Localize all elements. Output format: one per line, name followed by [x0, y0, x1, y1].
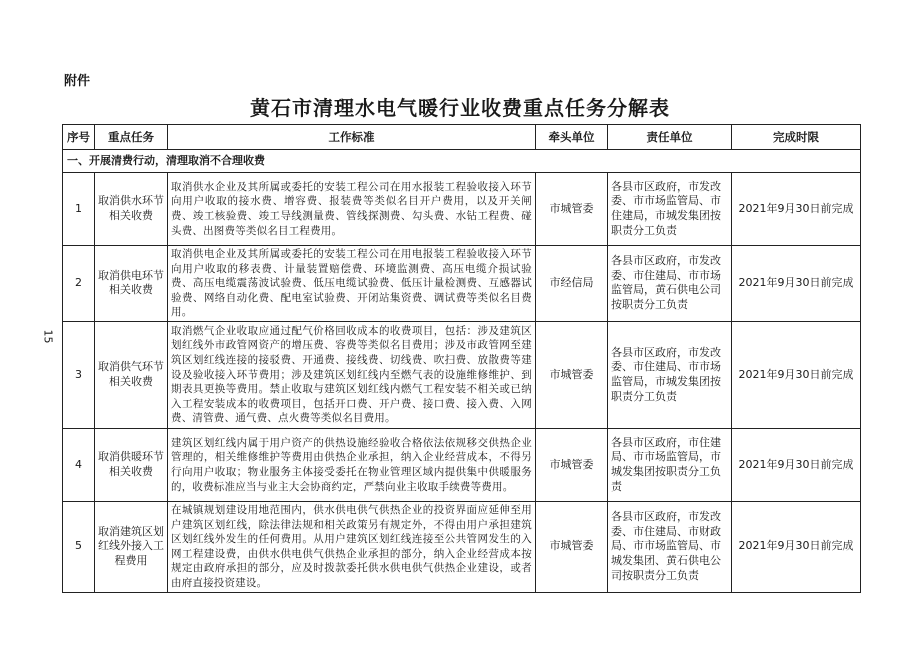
row-lead: 市城管委: [536, 173, 608, 246]
row-deadline: 2021年9月30日前完成: [732, 501, 861, 592]
header-row: [63, 125, 861, 150]
task-table: [62, 124, 861, 593]
row-task: 取消供暖环节相关收费: [95, 428, 168, 501]
row-task: 取消供水环节相关收费: [95, 173, 168, 246]
row-no: 3: [63, 321, 95, 428]
row-lead: 市城管委: [536, 321, 608, 428]
row-no: 1: [63, 173, 95, 246]
row-task: 取消建筑区划红线外接入工程费用: [95, 501, 168, 592]
table-row: [63, 501, 861, 592]
row-no: 2: [63, 246, 95, 322]
row-deadline: 2021年9月30日前完成: [732, 246, 861, 322]
header-deadline: 完成时限: [732, 125, 861, 150]
row-no: 5: [63, 501, 95, 592]
document-title: 黄石市清理水电气暖行业收费重点任务分解表: [250, 96, 670, 120]
row-responsible: 各县市区政府，市住建局、市市场监管局，市城发集团按职责分工负责: [608, 428, 732, 501]
section-row: [63, 150, 861, 173]
row-deadline: 2021年9月30日前完成: [732, 173, 861, 246]
row-responsible: 各县市区政府，市发改委、市住建局、市市场监管局，黄石供电公司按职责分工负责: [608, 246, 732, 322]
header-standard: 工作标准: [168, 125, 536, 150]
header-responsible: 责任单位: [608, 125, 732, 150]
row-standard: 取消燃气企业收取应通过配气价格回收成本的收费项目，包括：涉及建筑区划红线外市政管网资产的增压费、容费等类似名目费用；涉及市政管网至建筑区划红线连接的接驳费、开通费、接线费、切线费、吹扫费、放散费等建设及验收接入环节费用；涉及建筑区划红线内至燃气表的设施维修维护、到期表具更换等费用。禁止收取与建筑区划红线内燃气工程安装不相关或已纳入工程安装成本的收费项目，包括开口费、开户费、接口费、接入费、入网费、清管费、通气费、点火费等类似名目费用。: [168, 321, 536, 428]
row-responsible: 各县市区政府，市发改委、市市场监管局、市住建局，市城发集团按职责分工负责: [608, 173, 732, 246]
header-task: 重点任务: [95, 125, 168, 150]
row-standard: 取消供电企业及其所属或委托的安装工程公司在用电报装工程验收接入环节向用户收取的移表费、计量装置赔偿费、环境监测费、高压电缆介损试验费、高压电缆震荡波试验费、低压电缆试验费、低压计量检测费、互感器试验费、网络自动化费、配电室试验费、开闭站集资费、调试费等类似名目费用。: [168, 246, 536, 322]
table-row: [63, 173, 861, 246]
row-responsible: 各县市区政府，市发改委、市住建局、市财政局、市市场监管局、市城发集团、黄石供电公司按职责分工负责: [608, 501, 732, 592]
header-no: 序号: [63, 125, 95, 150]
header-lead: 牵头单位: [536, 125, 608, 150]
row-standard: 取消供水企业及其所属或委托的安装工程公司在用水报装工程验收接入环节向用户收取的接水费、增容费、报装费等类似名目开户费用，以及开关闸费、竣工核验费、竣工导线测量费、管线探测费、勾头费、水钻工程费、碰头费、出图费等类似名目工程费用。: [168, 173, 536, 246]
table-row: [63, 428, 861, 501]
row-deadline: 2021年9月30日前完成: [732, 428, 861, 501]
row-task: 取消供气环节相关收费: [95, 321, 168, 428]
row-standard: 建筑区划红线内属于用户资产的供热设施经验收合格依法依规移交供热企业管理的，相关维修维护等费用由供热企业承担，纳入企业经营成本，不得另行向用户收取；物业服务主体接受委托在物业管理区域内提供集中供暖服务的，收费标准应当与业主大会协商约定，严禁向业主收取手续费等费用。: [168, 428, 536, 501]
row-task: 取消供电环节相关收费: [95, 246, 168, 322]
row-deadline: 2021年9月30日前完成: [732, 321, 861, 428]
row-responsible: 各县市区政府，市发改委、市住建局、市市场监管局，市城发集团按职责分工负责: [608, 321, 732, 428]
row-lead: 市经信局: [536, 246, 608, 322]
table-row: [63, 246, 861, 322]
attachment-label: 附件: [64, 74, 91, 89]
section-title: 一、开展清费行动，清理取消不合理收费: [63, 150, 861, 173]
row-lead: 市城管委: [536, 428, 608, 501]
row-no: 4: [63, 428, 95, 501]
row-lead: 市城管委: [536, 501, 608, 592]
table-row: [63, 321, 861, 428]
page-number: 15: [41, 329, 55, 344]
row-standard: 在城镇规划建设用地范围内，供水供电供气供热企业的投资界面应延伸至用户建筑区划红线，除法律法规和相关政策另有规定外，不得由用户承担建筑区划红线外发生的任何费用。从用户建筑区划红线连接至公共管网发生的入网工程建设费，由供水供电供气供热企业承担的部分，纳入企业经营成本按规定由政府承担的部分，应及时拨款委托供水供电供气供热企业建设，或者由府直接投资建设。: [168, 501, 536, 592]
